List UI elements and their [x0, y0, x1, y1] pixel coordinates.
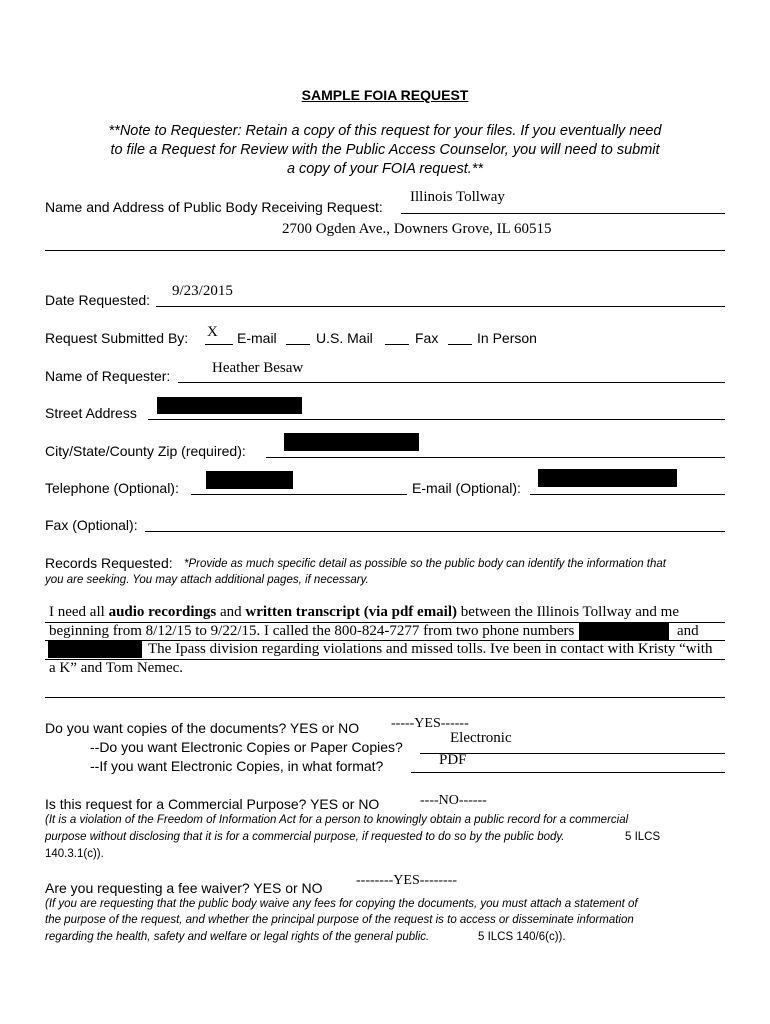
- fee-waiver-question: Are you requesting a fee waiver? YES or NO: [45, 880, 323, 896]
- fax-label: Fax (Optional):: [45, 517, 138, 533]
- telephone-redaction: [206, 471, 293, 489]
- records-body-line-2[interactable]: beginning from 8/12/15 to 9/22/15. I called the 800-824-7277 from two phone numbers: [49, 623, 575, 639]
- submitted-by-label: Request Submitted By:: [45, 330, 189, 346]
- city-underline: [266, 457, 725, 458]
- email-checkbox-line[interactable]: [205, 344, 233, 345]
- telephone-label: Telephone (Optional):: [45, 480, 179, 496]
- email-redaction: [538, 469, 677, 487]
- page-title: SAMPLE FOIA REQUEST: [301, 87, 469, 103]
- commercial-answer[interactable]: ----NO------: [420, 793, 487, 808]
- records-label: Records Requested:: [45, 555, 173, 571]
- fee-waiver-cite: 5 ILCS 140/6(c)).: [478, 931, 566, 943]
- public-body-address[interactable]: 2700 Ogden Ave., Downers Grove, IL 60515: [282, 221, 552, 237]
- format-question: --If you want Electronic Copies, in what format?: [90, 758, 384, 774]
- commercial-question: Is this request for a Commercial Purpose? YES or NO: [45, 796, 380, 812]
- fax-underline: [145, 531, 725, 532]
- fax-checkbox-line[interactable]: [385, 344, 409, 345]
- street-label: Street Address: [45, 405, 137, 421]
- copies-question: Do you want copies of the documents? YES or NO: [45, 720, 360, 736]
- records-bold-audio: audio recordings: [108, 604, 217, 620]
- requester-label: Name of Requester:: [45, 368, 171, 384]
- date-label: Date Requested:: [45, 292, 151, 308]
- records-body-line-4[interactable]: a K” and Tom Nemec.: [49, 660, 184, 676]
- public-body-label: Name and Address of Public Body Receiving Request:: [45, 199, 383, 215]
- option-us-mail: U.S. Mail: [316, 330, 373, 346]
- format-answer[interactable]: PDF: [439, 752, 467, 768]
- mail-checkbox-line[interactable]: [286, 344, 310, 345]
- records-underline-4: [45, 697, 725, 698]
- electronic-question: --Do you want Electronic Copies or Paper Copies?: [90, 739, 403, 755]
- option-in-person: In Person: [477, 330, 537, 346]
- in-person-checkbox-line[interactable]: [448, 344, 472, 345]
- records-body-and: and: [677, 623, 699, 639]
- commercial-cite-2: 140.3.1(c)).: [45, 848, 104, 860]
- street-redaction: [157, 397, 302, 414]
- date-value[interactable]: 9/23/2015: [172, 283, 233, 299]
- fee-waiver-note-3: regarding the health, safety and welfare or legal rights of the general public.: [45, 931, 430, 943]
- note-line-3: a copy of your FOIA request.**: [286, 161, 484, 177]
- note-line-1: **Note to Requester: Retain a copy of this request for your files. If you eventually need: [108, 123, 662, 139]
- email-optional-label: E-mail (Optional):: [412, 480, 521, 496]
- fee-waiver-note-1: (If you are requesting that the public body waive any fees for copying the documents, you must attach a statement of: [45, 898, 638, 910]
- commercial-note-1: (It is a violation of the Freedom of Information Act for a person to knowingly obtain a public record for a commercial: [45, 814, 629, 826]
- address-underline: [45, 250, 725, 251]
- records-text: between the Illinois Tollway and me: [457, 604, 679, 620]
- city-redaction: [284, 433, 419, 451]
- telephone-underline: [191, 494, 407, 495]
- commercial-cite-1: 5 ILCS: [625, 831, 661, 843]
- requester-underline: [178, 382, 725, 383]
- option-email: E-mail: [237, 330, 277, 346]
- requester-value[interactable]: Heather Besaw: [212, 360, 304, 376]
- public-body-underline: [401, 213, 725, 214]
- email-underline: [530, 494, 725, 495]
- electronic-answer[interactable]: Electronic: [450, 730, 512, 746]
- option-fax: Fax: [415, 330, 439, 346]
- street-underline: [148, 419, 725, 420]
- phone-redaction-1: [579, 623, 669, 640]
- fee-waiver-note-2: the purpose of the request, and whether the principal purpose of the request is to access or disseminate information: [45, 914, 634, 926]
- submitted-by-mark[interactable]: X: [207, 324, 218, 340]
- records-text: and: [216, 604, 246, 620]
- commercial-note-2: purpose without disclosing that it is for a commercial purpose, if requested to do so by the public body.: [45, 831, 565, 843]
- records-instructions-2: you are seeking. You may attach additional pages, if necessary.: [45, 574, 369, 586]
- fee-waiver-answer[interactable]: --------YES--------: [356, 873, 458, 888]
- format-underline: [411, 772, 725, 773]
- records-instructions-1: *Provide as much specific detail as possible so the public body can identify the information that: [184, 558, 666, 570]
- records-body-line-3[interactable]: The Ipass division regarding violations and missed tolls. Ive been in contact with Kristy “with: [148, 641, 713, 657]
- note-line-2: to file a Request for Review with the Public Access Counselor, you will need to submit: [110, 142, 660, 158]
- phone-redaction-2: [48, 641, 142, 658]
- copies-answer[interactable]: -----YES------: [391, 716, 469, 731]
- public-body-name[interactable]: Illinois Tollway: [410, 189, 505, 205]
- records-body-line-1[interactable]: [49, 604, 679, 621]
- records-bold-transcript: written transcript (via pdf email): [245, 604, 458, 620]
- date-underline: [156, 306, 725, 307]
- records-text: I need all: [49, 604, 109, 620]
- city-label: City/State/County Zip (required):: [45, 443, 246, 459]
